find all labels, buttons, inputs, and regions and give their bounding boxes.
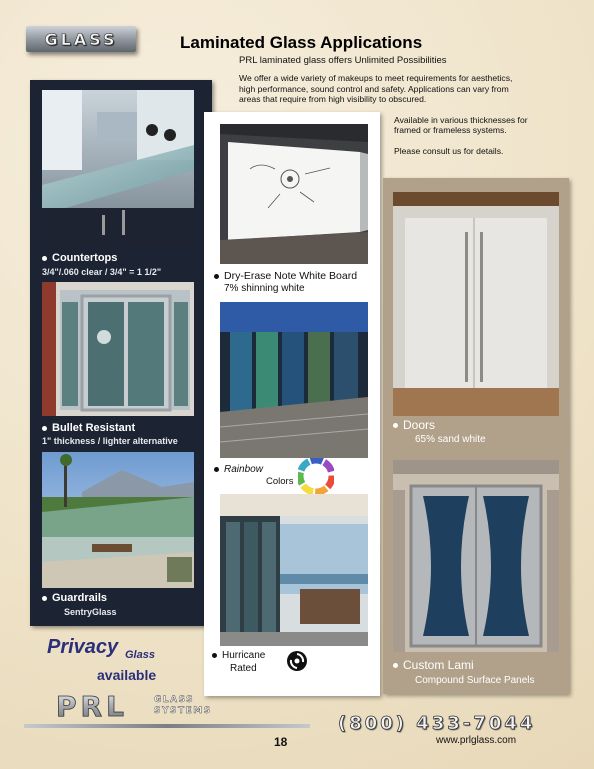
- hurricane-caption: [212, 650, 265, 661]
- guardrails-caption: [42, 592, 107, 604]
- doors-sub: 65% sand white: [415, 434, 486, 445]
- hurricane-sub: Rated: [230, 663, 257, 674]
- doors-label: Doors: [403, 418, 436, 432]
- privacy-heading: Privacy: [47, 636, 119, 658]
- rainbow-photo: [220, 302, 368, 458]
- rainbow-label: Rainbow: [224, 464, 263, 475]
- hurricane-photo: [220, 494, 368, 646]
- guardrails-label: Guardrails: [52, 592, 108, 604]
- middle-panel: [204, 112, 380, 696]
- bullet-icon: [42, 596, 47, 601]
- prl-logo-sub1: GLASS: [154, 695, 195, 705]
- glass-badge-text: GLASS: [44, 29, 118, 49]
- countertop-photo: [42, 90, 194, 248]
- website-link[interactable]: www.prlglass.com: [436, 735, 517, 746]
- doors-caption: [393, 418, 435, 432]
- page-subtitle: PRL laminated glass offers Unlimited Possibilities: [239, 55, 447, 66]
- whiteboard-sub: 7% shinning white: [224, 283, 305, 294]
- footer-divider: [24, 724, 310, 728]
- countertops-caption: [42, 252, 117, 264]
- rainbow-sub: Colors: [266, 476, 294, 487]
- bullet-resistant-label: Bullet Resistant: [52, 422, 136, 434]
- bullet-icon: [42, 256, 47, 261]
- available-text: available: [97, 667, 157, 683]
- prl-logo-sub2: SYSTEMS: [154, 706, 212, 716]
- intro-paragraph-3: Please consult us for details.: [394, 145, 504, 156]
- hurricane-icon: [286, 650, 308, 672]
- left-panel: [30, 80, 212, 626]
- bullet-icon: [393, 423, 398, 428]
- countertops-label: Countertops: [52, 252, 118, 264]
- color-wheel-icon: [298, 458, 334, 494]
- custom-lami-caption: [393, 658, 474, 672]
- page-number: 18: [274, 735, 288, 749]
- whiteboard-label: Dry-Erase Note White Board: [224, 270, 358, 282]
- bullet-resistant-caption: [42, 422, 135, 434]
- hurricane-label: Hurricane: [222, 650, 266, 661]
- intro-paragraph-1: We offer a wide variety of makeups to meet requirements for aesthetics, high performance, sound control and safety. Applications can vary from areas that require from high visibility to obscured.: [239, 73, 513, 104]
- doors-photo: [393, 192, 559, 416]
- privacy-glass-text: Glass: [125, 649, 155, 661]
- bullet-icon: [214, 467, 219, 472]
- prl-logo: [56, 690, 224, 720]
- intro-paragraph-2: Available in various thicknesses for framed or frameless systems.: [394, 114, 528, 135]
- bullet-icon: [393, 663, 398, 668]
- bullet-icon: [212, 653, 217, 658]
- bullet-icon: [42, 426, 47, 431]
- glass-badge: [26, 26, 136, 52]
- bullet-resistant-photo: [42, 282, 194, 416]
- whiteboard-caption: [214, 270, 357, 282]
- custom-lami-label: Custom Lami: [403, 658, 474, 672]
- guardrails-sub: SentryGlass: [64, 607, 117, 617]
- countertops-sub: 3/4"/.060 clear / 3/4" = 1 1/2": [42, 267, 162, 277]
- whiteboard-photo: [220, 124, 368, 264]
- guardrails-photo: [42, 452, 194, 588]
- prl-logo-text: PRL: [56, 690, 128, 720]
- page-title: Laminated Glass Applications: [180, 33, 423, 52]
- right-panel: [383, 178, 569, 694]
- bullet-icon: [214, 274, 219, 279]
- custom-lami-sub: Compound Surface Panels: [415, 675, 535, 686]
- rainbow-caption: [214, 464, 263, 475]
- custom-lami-photo: [393, 460, 559, 652]
- phone-number: (800) 433-7044: [338, 713, 536, 734]
- bullet-resistant-sub: 1" thickness / lighter alternative: [42, 436, 178, 446]
